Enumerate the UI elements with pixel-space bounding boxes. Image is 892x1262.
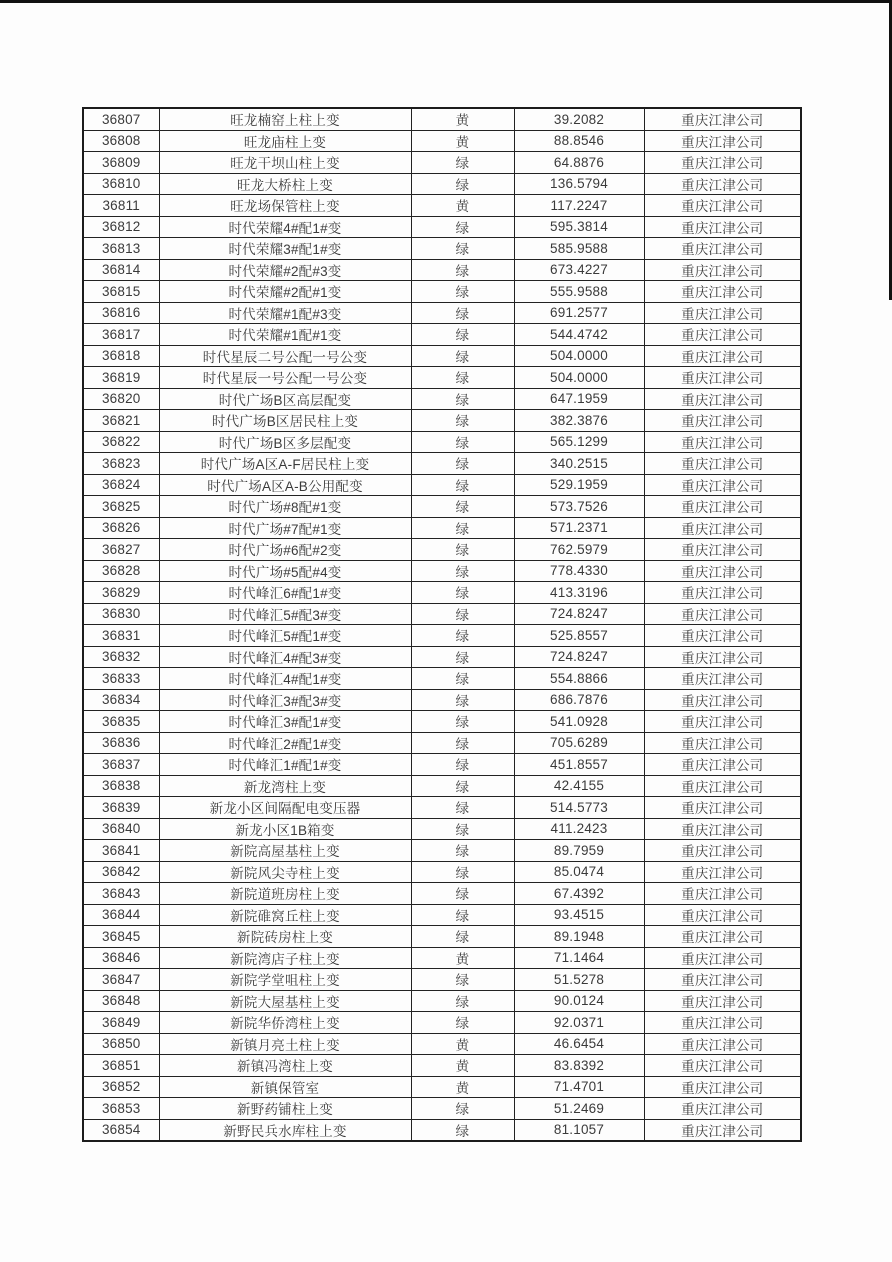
cell-status: 黄 <box>411 947 514 969</box>
cell-status: 绿 <box>411 539 514 561</box>
table-row <box>83 195 801 217</box>
cell-name: 新院大屋基柱上变 <box>159 990 411 1012</box>
table-row <box>83 711 801 733</box>
cell-name: 时代荣耀#1配#3变 <box>159 302 411 324</box>
cell-value: 71.4701 <box>514 1076 644 1098</box>
table-row <box>83 130 801 152</box>
table-row <box>83 1033 801 1055</box>
table-row <box>83 797 801 819</box>
table-row <box>83 410 801 432</box>
cell-id: 36852 <box>83 1076 159 1098</box>
cell-id: 36822 <box>83 431 159 453</box>
cell-id: 36831 <box>83 625 159 647</box>
table-row <box>83 689 801 711</box>
cell-status: 绿 <box>411 431 514 453</box>
cell-company: 重庆江津公司 <box>644 947 801 969</box>
cell-status: 绿 <box>411 625 514 647</box>
cell-company: 重庆江津公司 <box>644 1033 801 1055</box>
cell-id: 36837 <box>83 754 159 776</box>
table-row <box>83 302 801 324</box>
table-row <box>83 1119 801 1141</box>
cell-company: 重庆江津公司 <box>644 410 801 432</box>
table-row <box>83 818 801 840</box>
cell-value: 51.2469 <box>514 1098 644 1120</box>
table-row <box>83 388 801 410</box>
cell-status: 绿 <box>411 861 514 883</box>
cell-company: 重庆江津公司 <box>644 539 801 561</box>
cell-company: 重庆江津公司 <box>644 560 801 582</box>
cell-status: 绿 <box>411 216 514 238</box>
cell-company: 重庆江津公司 <box>644 1012 801 1034</box>
scan-artifact-top-edge <box>0 0 892 3</box>
cell-name: 新镇冯湾柱上变 <box>159 1055 411 1077</box>
cell-value: 724.8247 <box>514 646 644 668</box>
cell-name: 新龙湾柱上变 <box>159 775 411 797</box>
cell-company: 重庆江津公司 <box>644 732 801 754</box>
cell-id: 36844 <box>83 904 159 926</box>
table-row <box>83 539 801 561</box>
cell-name: 新院湾店子柱上变 <box>159 947 411 969</box>
cell-company: 重庆江津公司 <box>644 302 801 324</box>
cell-status: 绿 <box>411 689 514 711</box>
cell-value: 64.8876 <box>514 152 644 174</box>
cell-status: 绿 <box>411 883 514 905</box>
cell-name: 时代广场A区A-B公用配变 <box>159 474 411 496</box>
cell-value: 778.4330 <box>514 560 644 582</box>
cell-value: 573.7526 <box>514 496 644 518</box>
cell-id: 36821 <box>83 410 159 432</box>
cell-name: 新院学堂咀柱上变 <box>159 969 411 991</box>
cell-name: 时代广场B区高层配变 <box>159 388 411 410</box>
cell-id: 36849 <box>83 1012 159 1034</box>
cell-company: 重庆江津公司 <box>644 969 801 991</box>
cell-id: 36818 <box>83 345 159 367</box>
cell-value: 136.5794 <box>514 173 644 195</box>
cell-status: 绿 <box>411 1012 514 1034</box>
cell-name: 时代峰汇2#配1#变 <box>159 732 411 754</box>
cell-id: 36814 <box>83 259 159 281</box>
cell-name: 时代广场#5配#4变 <box>159 560 411 582</box>
cell-company: 重庆江津公司 <box>644 861 801 883</box>
cell-name: 时代星辰二号公配一号公变 <box>159 345 411 367</box>
cell-company: 重庆江津公司 <box>644 775 801 797</box>
cell-company: 重庆江津公司 <box>644 496 801 518</box>
cell-value: 673.4227 <box>514 259 644 281</box>
cell-name: 旺龙场保管柱上变 <box>159 195 411 217</box>
cell-company: 重庆江津公司 <box>644 453 801 475</box>
cell-status: 绿 <box>411 496 514 518</box>
table-row <box>83 517 801 539</box>
cell-name: 时代星辰一号公配一号公变 <box>159 367 411 389</box>
cell-name: 新院高屋基柱上变 <box>159 840 411 862</box>
cell-status: 绿 <box>411 904 514 926</box>
cell-id: 36841 <box>83 840 159 862</box>
cell-value: 42.4155 <box>514 775 644 797</box>
cell-id: 36810 <box>83 173 159 195</box>
cell-company: 重庆江津公司 <box>644 904 801 926</box>
table-row <box>83 560 801 582</box>
cell-value: 340.2515 <box>514 453 644 475</box>
cell-status: 黄 <box>411 195 514 217</box>
table-row <box>83 947 801 969</box>
cell-value: 117.2247 <box>514 195 644 217</box>
cell-status: 绿 <box>411 603 514 625</box>
cell-value: 514.5773 <box>514 797 644 819</box>
cell-status: 绿 <box>411 388 514 410</box>
cell-name: 新镇保管室 <box>159 1076 411 1098</box>
cell-id: 36827 <box>83 539 159 561</box>
cell-value: 544.4742 <box>514 324 644 346</box>
cell-name: 时代广场B区居民柱上变 <box>159 410 411 432</box>
cell-company: 重庆江津公司 <box>644 603 801 625</box>
cell-company: 重庆江津公司 <box>644 1076 801 1098</box>
table-row <box>83 861 801 883</box>
cell-company: 重庆江津公司 <box>644 582 801 604</box>
table-row <box>83 367 801 389</box>
cell-value: 51.5278 <box>514 969 644 991</box>
cell-value: 525.8557 <box>514 625 644 647</box>
cell-company: 重庆江津公司 <box>644 840 801 862</box>
cell-id: 36851 <box>83 1055 159 1077</box>
cell-name: 时代峰汇5#配1#变 <box>159 625 411 647</box>
cell-value: 585.9588 <box>514 238 644 260</box>
cell-value: 541.0928 <box>514 711 644 733</box>
cell-name: 新院碓窝丘柱上变 <box>159 904 411 926</box>
cell-company: 重庆江津公司 <box>644 883 801 905</box>
table-row <box>83 754 801 776</box>
cell-name: 时代广场#8配#1变 <box>159 496 411 518</box>
cell-value: 571.2371 <box>514 517 644 539</box>
cell-value: 691.2577 <box>514 302 644 324</box>
table-row <box>83 1012 801 1034</box>
cell-id: 36854 <box>83 1119 159 1141</box>
cell-company: 重庆江津公司 <box>644 474 801 496</box>
cell-status: 绿 <box>411 668 514 690</box>
cell-value: 565.1299 <box>514 431 644 453</box>
cell-company: 重庆江津公司 <box>644 195 801 217</box>
cell-id: 36832 <box>83 646 159 668</box>
cell-id: 36829 <box>83 582 159 604</box>
cell-status: 绿 <box>411 754 514 776</box>
cell-name: 新院风尖寺柱上变 <box>159 861 411 883</box>
cell-company: 重庆江津公司 <box>644 818 801 840</box>
cell-company: 重庆江津公司 <box>644 130 801 152</box>
cell-name: 时代荣耀3#配1#变 <box>159 238 411 260</box>
cell-id: 36820 <box>83 388 159 410</box>
cell-value: 504.0000 <box>514 367 644 389</box>
cell-company: 重庆江津公司 <box>644 990 801 1012</box>
cell-value: 705.6289 <box>514 732 644 754</box>
cell-status: 绿 <box>411 517 514 539</box>
cell-status: 绿 <box>411 345 514 367</box>
table-row <box>83 173 801 195</box>
cell-name: 旺龙大桥柱上变 <box>159 173 411 195</box>
cell-status: 绿 <box>411 367 514 389</box>
cell-id: 36813 <box>83 238 159 260</box>
cell-value: 724.8247 <box>514 603 644 625</box>
cell-id: 36826 <box>83 517 159 539</box>
table-container <box>82 107 802 1142</box>
table-row <box>83 926 801 948</box>
cell-name: 时代峰汇5#配3#变 <box>159 603 411 625</box>
table-row <box>83 281 801 303</box>
cell-company: 重庆江津公司 <box>644 646 801 668</box>
cell-id: 36846 <box>83 947 159 969</box>
table-row <box>83 1076 801 1098</box>
cell-name: 新龙小区间隔配电变压器 <box>159 797 411 819</box>
cell-id: 36838 <box>83 775 159 797</box>
cell-status: 绿 <box>411 646 514 668</box>
cell-value: 647.1959 <box>514 388 644 410</box>
cell-value: 39.2082 <box>514 108 644 130</box>
cell-status: 绿 <box>411 818 514 840</box>
table-body <box>83 108 801 1141</box>
cell-status: 绿 <box>411 324 514 346</box>
table-row <box>83 1055 801 1077</box>
cell-status: 绿 <box>411 302 514 324</box>
cell-value: 762.5979 <box>514 539 644 561</box>
cell-id: 36845 <box>83 926 159 948</box>
cell-company: 重庆江津公司 <box>644 754 801 776</box>
table-row <box>83 324 801 346</box>
cell-status: 绿 <box>411 1098 514 1120</box>
table-row <box>83 775 801 797</box>
cell-company: 重庆江津公司 <box>644 1119 801 1141</box>
cell-company: 重庆江津公司 <box>644 259 801 281</box>
cell-id: 36847 <box>83 969 159 991</box>
cell-status: 绿 <box>411 173 514 195</box>
cell-value: 83.8392 <box>514 1055 644 1077</box>
table-row <box>83 238 801 260</box>
cell-value: 85.0474 <box>514 861 644 883</box>
cell-name: 时代广场B区多层配变 <box>159 431 411 453</box>
cell-value: 555.9588 <box>514 281 644 303</box>
cell-company: 重庆江津公司 <box>644 281 801 303</box>
cell-id: 36812 <box>83 216 159 238</box>
cell-value: 93.4515 <box>514 904 644 926</box>
table-row <box>83 904 801 926</box>
table-row <box>83 259 801 281</box>
cell-name: 新院砖房柱上变 <box>159 926 411 948</box>
table-row <box>83 431 801 453</box>
cell-name: 时代峰汇4#配3#变 <box>159 646 411 668</box>
cell-company: 重庆江津公司 <box>644 797 801 819</box>
cell-status: 绿 <box>411 732 514 754</box>
cell-name: 时代荣耀4#配1#变 <box>159 216 411 238</box>
cell-company: 重庆江津公司 <box>644 668 801 690</box>
cell-id: 36839 <box>83 797 159 819</box>
cell-name: 时代荣耀#2配#1变 <box>159 281 411 303</box>
table-row <box>83 883 801 905</box>
cell-name: 旺龙干坝山柱上变 <box>159 152 411 174</box>
cell-id: 36853 <box>83 1098 159 1120</box>
cell-id: 36823 <box>83 453 159 475</box>
cell-name: 时代峰汇3#配1#变 <box>159 711 411 733</box>
table-row <box>83 990 801 1012</box>
cell-value: 595.3814 <box>514 216 644 238</box>
cell-company: 重庆江津公司 <box>644 108 801 130</box>
cell-status: 绿 <box>411 990 514 1012</box>
cell-company: 重庆江津公司 <box>644 517 801 539</box>
cell-id: 36811 <box>83 195 159 217</box>
cell-id: 36819 <box>83 367 159 389</box>
cell-status: 绿 <box>411 775 514 797</box>
cell-id: 36809 <box>83 152 159 174</box>
cell-id: 36830 <box>83 603 159 625</box>
cell-status: 黄 <box>411 1055 514 1077</box>
cell-status: 绿 <box>411 926 514 948</box>
table-row <box>83 216 801 238</box>
cell-status: 黄 <box>411 130 514 152</box>
cell-id: 36824 <box>83 474 159 496</box>
cell-value: 92.0371 <box>514 1012 644 1034</box>
cell-name: 时代峰汇1#配1#变 <box>159 754 411 776</box>
cell-company: 重庆江津公司 <box>644 431 801 453</box>
cell-name: 时代广场#6配#2变 <box>159 539 411 561</box>
table-row <box>83 840 801 862</box>
cell-value: 89.7959 <box>514 840 644 862</box>
table-row <box>83 668 801 690</box>
cell-status: 绿 <box>411 152 514 174</box>
cell-id: 36843 <box>83 883 159 905</box>
cell-status: 绿 <box>411 453 514 475</box>
cell-id: 36807 <box>83 108 159 130</box>
cell-status: 绿 <box>411 474 514 496</box>
cell-id: 36808 <box>83 130 159 152</box>
cell-value: 89.1948 <box>514 926 644 948</box>
table-row <box>83 474 801 496</box>
table-row <box>83 969 801 991</box>
cell-status: 绿 <box>411 711 514 733</box>
cell-value: 554.8866 <box>514 668 644 690</box>
cell-value: 67.4392 <box>514 883 644 905</box>
cell-name: 时代广场A区A-F居民柱上变 <box>159 453 411 475</box>
cell-status: 绿 <box>411 560 514 582</box>
table-row <box>83 603 801 625</box>
data-table <box>82 107 802 1142</box>
cell-value: 71.1464 <box>514 947 644 969</box>
cell-id: 36848 <box>83 990 159 1012</box>
table-row <box>83 108 801 130</box>
cell-status: 绿 <box>411 281 514 303</box>
cell-id: 36835 <box>83 711 159 733</box>
cell-status: 绿 <box>411 1119 514 1141</box>
cell-company: 重庆江津公司 <box>644 345 801 367</box>
cell-id: 36836 <box>83 732 159 754</box>
cell-status: 绿 <box>411 840 514 862</box>
table-row <box>83 496 801 518</box>
table-row <box>83 345 801 367</box>
cell-value: 529.1959 <box>514 474 644 496</box>
cell-value: 451.8557 <box>514 754 644 776</box>
cell-name: 时代荣耀#2配#3变 <box>159 259 411 281</box>
cell-status: 黄 <box>411 1076 514 1098</box>
cell-company: 重庆江津公司 <box>644 324 801 346</box>
table-row <box>83 625 801 647</box>
cell-company: 重庆江津公司 <box>644 173 801 195</box>
cell-company: 重庆江津公司 <box>644 926 801 948</box>
cell-id: 36850 <box>83 1033 159 1055</box>
cell-name: 时代峰汇4#配1#变 <box>159 668 411 690</box>
cell-id: 36842 <box>83 861 159 883</box>
cell-name: 新镇月亮土柱上变 <box>159 1033 411 1055</box>
cell-company: 重庆江津公司 <box>644 216 801 238</box>
cell-id: 36825 <box>83 496 159 518</box>
cell-value: 413.3196 <box>514 582 644 604</box>
cell-id: 36834 <box>83 689 159 711</box>
cell-id: 36817 <box>83 324 159 346</box>
cell-value: 81.1057 <box>514 1119 644 1141</box>
cell-status: 绿 <box>411 238 514 260</box>
cell-name: 旺龙楠窑上柱上变 <box>159 108 411 130</box>
table-row <box>83 453 801 475</box>
cell-name: 新院华侨湾柱上变 <box>159 1012 411 1034</box>
cell-company: 重庆江津公司 <box>644 711 801 733</box>
cell-name: 新野民兵水库柱上变 <box>159 1119 411 1141</box>
cell-name: 时代荣耀#1配#1变 <box>159 324 411 346</box>
cell-company: 重庆江津公司 <box>644 152 801 174</box>
cell-id: 36840 <box>83 818 159 840</box>
table-row <box>83 152 801 174</box>
cell-value: 90.0124 <box>514 990 644 1012</box>
cell-name: 新龙小区1B箱变 <box>159 818 411 840</box>
cell-value: 686.7876 <box>514 689 644 711</box>
cell-company: 重庆江津公司 <box>644 1055 801 1077</box>
table-row <box>83 646 801 668</box>
cell-value: 382.3876 <box>514 410 644 432</box>
cell-id: 36816 <box>83 302 159 324</box>
cell-company: 重庆江津公司 <box>644 625 801 647</box>
cell-company: 重庆江津公司 <box>644 1098 801 1120</box>
cell-value: 411.2423 <box>514 818 644 840</box>
cell-company: 重庆江津公司 <box>644 238 801 260</box>
cell-id: 36828 <box>83 560 159 582</box>
cell-value: 88.8546 <box>514 130 644 152</box>
cell-status: 黄 <box>411 108 514 130</box>
cell-value: 504.0000 <box>514 345 644 367</box>
cell-value: 46.6454 <box>514 1033 644 1055</box>
cell-status: 绿 <box>411 969 514 991</box>
cell-id: 36833 <box>83 668 159 690</box>
cell-status: 绿 <box>411 582 514 604</box>
cell-name: 旺龙庙柱上变 <box>159 130 411 152</box>
table-row <box>83 582 801 604</box>
cell-name: 时代峰汇6#配1#变 <box>159 582 411 604</box>
cell-name: 时代广场#7配#1变 <box>159 517 411 539</box>
cell-name: 新野药铺柱上变 <box>159 1098 411 1120</box>
cell-id: 36815 <box>83 281 159 303</box>
cell-name: 时代峰汇3#配3#变 <box>159 689 411 711</box>
table-row <box>83 732 801 754</box>
cell-status: 绿 <box>411 410 514 432</box>
cell-status: 绿 <box>411 259 514 281</box>
cell-company: 重庆江津公司 <box>644 367 801 389</box>
cell-name: 新院道班房柱上变 <box>159 883 411 905</box>
cell-status: 黄 <box>411 1033 514 1055</box>
table-row <box>83 1098 801 1120</box>
cell-company: 重庆江津公司 <box>644 388 801 410</box>
cell-status: 绿 <box>411 797 514 819</box>
cell-company: 重庆江津公司 <box>644 689 801 711</box>
